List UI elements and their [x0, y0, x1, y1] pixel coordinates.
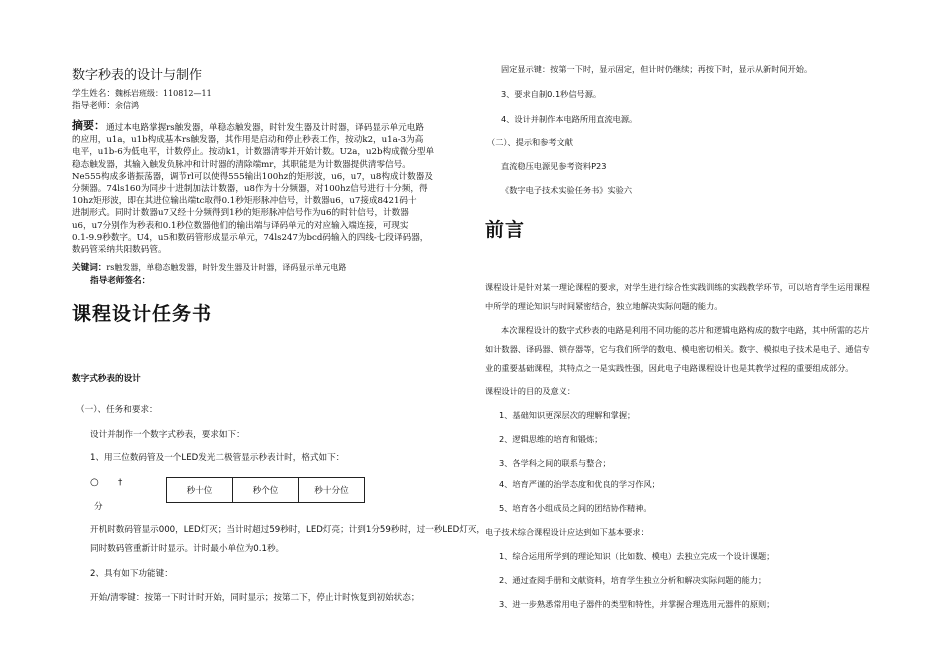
purpose-item: 5、培育各小组成员之间的团结协作精神。	[499, 503, 652, 513]
abstract-line: 0.1-9.9秒数字。U4，u5和数码管形成显示单元，74ls247为bcd码输入的四线-七段译码器，	[72, 232, 429, 243]
requirement-1-desc-line1: 开机时数码管显示000，LED灯灭；当计时超过59秒时，LED灯亮；计到1分59秒时，过一秒LED灯灭，	[90, 525, 486, 535]
student-value: 魏栎岩班级：110812—11	[114, 89, 212, 98]
abstract-label: 摘要：	[72, 119, 105, 132]
section-tasks-heading: （一）、任务和要求：	[76, 405, 158, 415]
purpose-item: 3、各学科之间的联系与整合；	[499, 458, 611, 468]
table-row	[167, 478, 365, 503]
advisor-label: 指导老师：	[72, 101, 115, 111]
abstract-line: Ne555构成多谐振荡器，调节rl可以使得555输出100hz的矩形波，u6，u7，u8构成计数器及	[72, 171, 433, 182]
task-subtitle: 数字式秒表的设计	[72, 374, 141, 384]
right-page	[475, 0, 950, 672]
abstract-line: 数码管采纳共阳数码管。	[72, 245, 167, 256]
section-references-heading: （二）、提示和参考文献	[487, 137, 573, 147]
keywords-line	[72, 262, 346, 274]
abstract-line: 进制形式。同时计数器u7又经十分频得到1秒的矩形脉冲信号作为u6的时针信号，计数器	[72, 208, 409, 219]
table-cell-seconds-ones: 秒个位	[233, 478, 299, 503]
abstract-text	[72, 119, 472, 256]
reference-1: 直流稳压电源见参考资料P23	[501, 161, 607, 171]
requirement-2-desc: 开始/清零键：按第一下时计时开始，同时显示；按第二下，停止计时恢复到初始状态；	[90, 593, 420, 603]
student-label: 学生姓名：	[72, 89, 115, 99]
preface-p1-line1: 课程设计是针对某一理论课程的要求，对学生进行综合性实践训练的实践教学环节，可以培育学生运用课程	[485, 282, 870, 292]
keywords-label: 关键词：	[72, 263, 107, 273]
preface-p2-line2: 如计数器、译码器、锁存器等，它与我们所学的数电、模电密切相关。数字、模拟电子技术是电子、通信专	[485, 344, 870, 354]
abstract-line: u6，u7分别作为秒表和0.1秒位数器他们的输出端与译码单元的对应输入端连接，可现实	[72, 220, 409, 231]
purpose-heading: 课程设计的目的及意义：	[485, 386, 576, 396]
preface-title: 前言	[485, 219, 526, 241]
requirement-1-desc-line2: 同时数码管重新计时显示。计时最小单位为0.1秒。	[90, 544, 285, 554]
abstract-line: 分频器。74ls160为同步十进制加法计数器，u8作为十分频器，对100hz信号进行十分频，得	[72, 184, 428, 195]
preface-p1-line2: 中所学的理论知识与时间紧密结合，独立地解决实际问题的能力。	[485, 301, 723, 311]
task-book-title: 课程设计任务书	[72, 303, 213, 325]
requirement-item: 2、通过查阅手册和文献资料，培育学生独立分析和解决实际问题的能力；	[499, 575, 767, 585]
purpose-item: 1、基础知识更深层次的理解和掌握；	[499, 410, 636, 420]
digit-format-table	[166, 477, 365, 503]
abstract-line: 稳态触发器，其输入触发负脉冲和计时器的清除端mr，其职能是为计数器提供清零信号。	[72, 159, 411, 170]
advisor-signature: 指导老师签名：	[90, 276, 151, 286]
purpose-item: 4、培育严谨的治学态度和优良的学习作风；	[499, 479, 660, 489]
student-line	[72, 88, 212, 100]
abstract-line: 电平，u1b-6为低电平，计数停止。按动k1，计数器清零并开始计数。U2a，u2b构成微分型单	[72, 147, 435, 158]
dagger-symbol: †	[118, 478, 123, 488]
led-circle-symbol: ○	[90, 477, 99, 488]
requirement-item: 1、综合运用所学到的理论知识（比如数、模电）去独立完成一个设计课题；	[499, 551, 775, 561]
minute-label: 分	[94, 502, 103, 512]
purpose-item: 2、逻辑思维的培育和锻炼；	[499, 434, 603, 444]
reference-2: 《数字电子技术实验任务书》实验六	[501, 185, 633, 195]
requirement-2: 2、具有如下功能键：	[90, 569, 173, 579]
advisor-line	[72, 100, 139, 112]
abstract-line: 的应用，u1a，u1b构成基本rs触发器，其作用是启动和停止秒表工作，按动k2，u1a-3为高	[72, 135, 424, 146]
keywords-value: rs触发器，单稳态触发器，时针发生器及计时器，译码显示单元电路	[106, 263, 347, 272]
advisor-value: 余信鸿	[114, 101, 139, 110]
requirement-4: 4、设计并制作本电路所用直流电源。	[501, 114, 638, 124]
document-title: 数字秒表的设计与制作	[72, 68, 203, 83]
preface-p2-line1: 本次课程设计的数字式秒表的电路是利用不同功能的芯片和逻辑电路构成的数字电路，其中所需的芯片	[501, 325, 870, 335]
abstract-line: 通过本电路掌握rs触发器，单稳态触发器，时针发生器及计时器，译码显示单元电路	[106, 123, 424, 133]
abstract-line: 10hz矩形波，即在其进位输出端tc取得0.1秒矩形脉冲信号，计数器u6，u7接成8421码十	[72, 196, 417, 207]
requirements-heading: 电子技术综合课程设计应达到如下基本要求：	[485, 527, 649, 537]
table-cell-seconds-tenths: 秒十分位	[299, 478, 365, 503]
requirements-intro: 设计并制作一个数字式秒表，要求如下：	[90, 430, 245, 440]
requirement-3: 3、要求自制0.1秒信号源。	[501, 89, 602, 99]
requirement-item: 3、进一步熟悉常用电子器件的类型和特性，并掌握合理选用元器件的原则；	[499, 599, 775, 609]
fixed-display-key: 固定显示键：按第一下时，显示固定，但计时仍继续；再按下时，显示从新时间开始。	[501, 64, 813, 74]
requirement-1: 1、用三位数码管及一个LED发光二极管显示秒表计时，格式如下：	[90, 453, 345, 463]
preface-p2-line3: 业的重要基础课程，其特点之一是实践性强，因此电子电路课程设计也是其教学过程的重要组成部分。	[485, 363, 854, 373]
table-cell-seconds-tens: 秒十位	[167, 478, 233, 503]
